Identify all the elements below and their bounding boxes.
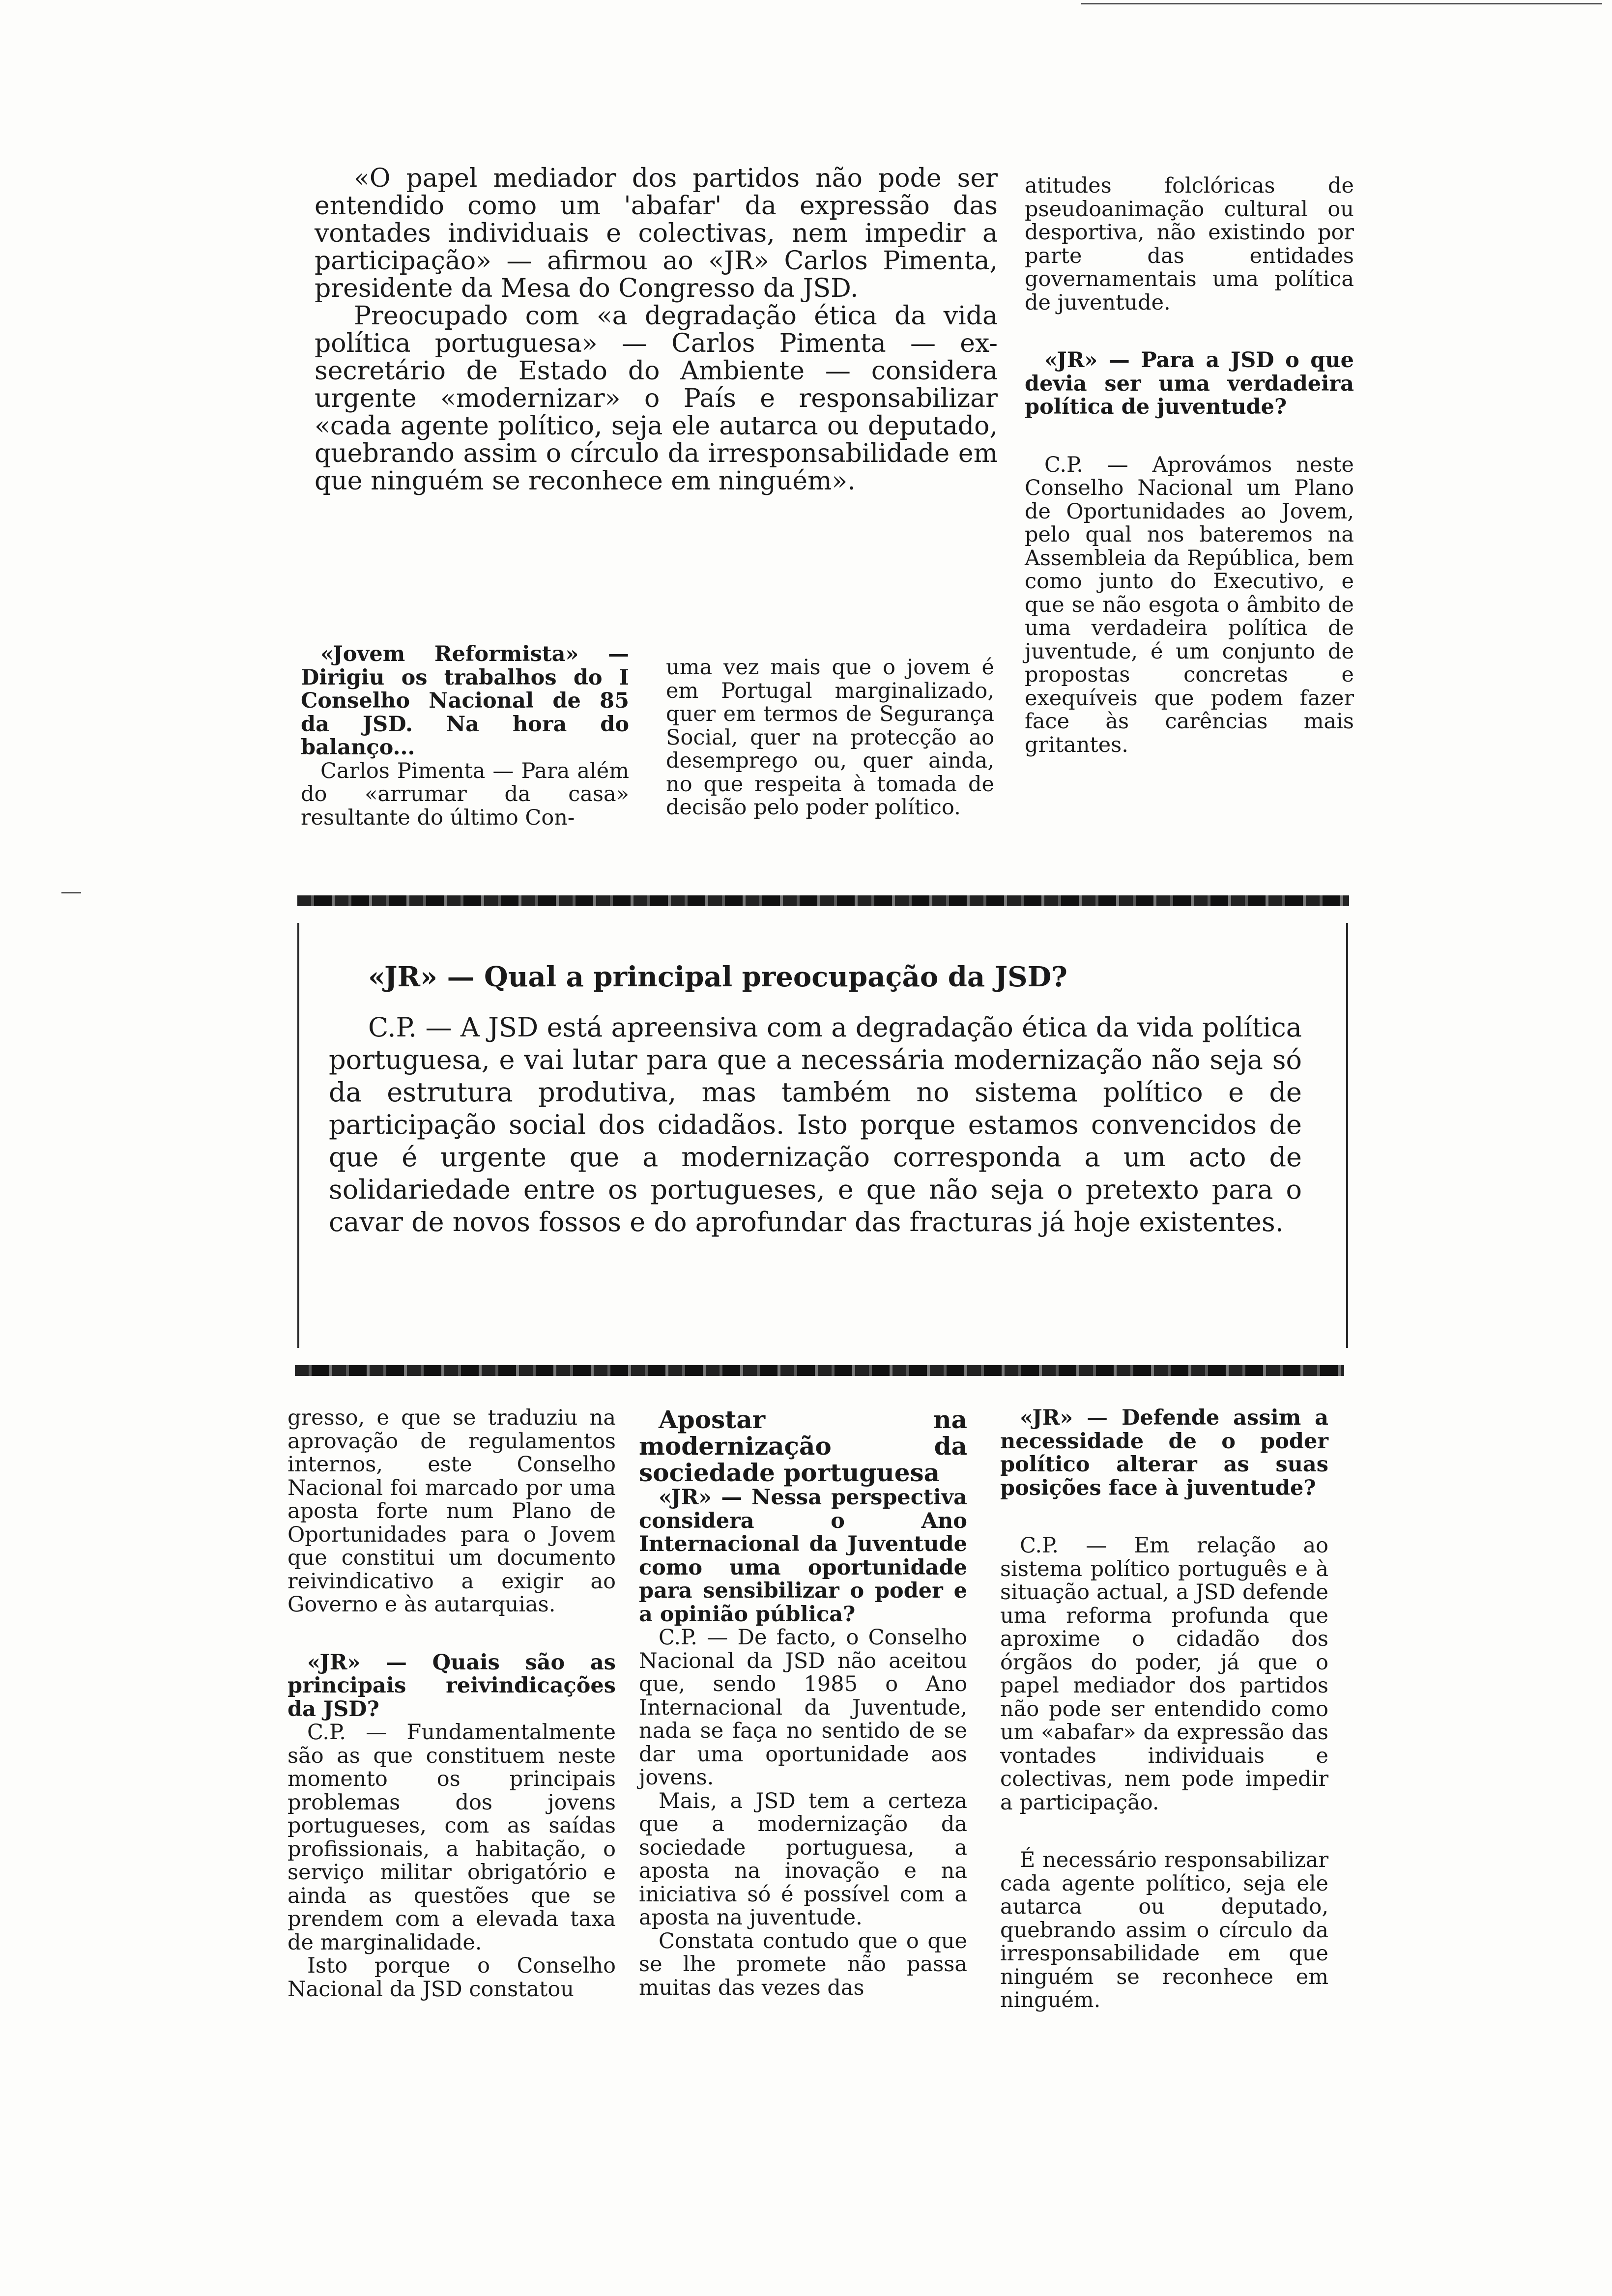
interview-question: «JR» — Defende assim a necessidade de o poder político alterar as suas posições face à juventude? bbox=[1000, 1406, 1328, 1500]
bottom-right-column bbox=[1000, 1406, 1328, 2012]
intro-paragraph-2: Preocupado com «a degradação ética da vida política portuguesa» — Carlos Pimenta — ex-secretário de Estado do Ambiente — considera urgente «modernizar» o País e responsabilizar «cada agente político, seja ele autarca ou deputado, quebrando assim o círculo da irresponsabilidade em que ninguém se reconhece em ninguém». bbox=[315, 301, 998, 496]
bottom-middle-column bbox=[639, 1406, 967, 2000]
interview-question: «JR» — Quais são as principais reivindicações da JSD? bbox=[288, 1650, 616, 1722]
interview-answer: C.P. — De facto, o Conselho Nacional da JSD não aceitou que, sendo 1985 o Ano Internacional da Juventude, nada se faça no sentido de se dar uma oportunidade aos jovens. bbox=[639, 1625, 967, 1790]
interview-question: «JR» — Para a JSD o que devia ser uma verdadeira política de juventude? bbox=[1025, 348, 1354, 419]
interview-answer-continued: Isto porque o Conselho Nacional da JSD constatou bbox=[288, 1953, 616, 2002]
interview-question: «JR» — Nessa perspectiva considera o Ano Internacional da Juventude como uma oportunidade para sensibilizar o poder e a opinião pública? bbox=[639, 1485, 967, 1627]
section-headline: Apostar na modernização da sociedade portuguesa bbox=[639, 1405, 967, 1487]
intro-paragraph-1: «O papel mediador dos partidos não pode ser entendido como um 'abafar' da expressão das vontades individuais e colectivas, nem impedir a participação» — afirmou ao «JR» Carlos Pimenta, presidente da Mesa do Congresso da JSD. bbox=[315, 164, 998, 303]
column-text: gresso, e que se traduziu na aprovação de regulamentos internos, este Conselho Nacional foi marcado por uma aposta forte num Plano de Oportunidades para o Jovem que constitui um documento reivindicativo a exigir ao Governo e às autarquias. bbox=[288, 1406, 616, 1617]
interview-answer: C.P. — Fundamentalmente são as que constituem neste momento os principais problemas dos jovens portugueses, com as saídas profissionais, a habitação, o serviço militar obrigatório e ainda as questões que se prendem com a elevada taxa de marginalidade. bbox=[288, 1720, 616, 1955]
interview-answer-continued: Mais, a JSD tem a certeza que a modernização da sociedade portuguesa, a aposta na inovação e na iniciativa só é possível com a aposta na juventude. bbox=[639, 1788, 967, 1930]
box-question: «JR» — Qual a principal preocupação da JSD? bbox=[368, 961, 1067, 993]
column-text: uma vez mais que o jovem é em Portugal marginalizado, quer em termos de Segurança Social, quer na protecção ao desemprego ou, quer ainda, no que respeita à tomada de decisão pelo poder político. bbox=[666, 655, 994, 820]
scan-edge-mark-top bbox=[1081, 3, 1602, 4]
interview-answer-continued: Constata contudo que o que se lhe promete não passa muitas das vezes das bbox=[639, 1928, 967, 2000]
scan-edge-mark-left bbox=[61, 892, 81, 893]
interview-question: «Jovem Reformista» — Dirigiu os trabalhos do I Conselho Nacional de 85 da JSD. Na hora do balanço... bbox=[301, 642, 629, 760]
top-middle-column bbox=[666, 656, 994, 820]
interview-answer-continued: É necessário responsabilizar cada agente político, seja ele autarca ou deputado, quebrando assim o círculo da irresponsabilidade em que ninguém se reconhece em ninguém. bbox=[1000, 1848, 1328, 2012]
intro-text bbox=[315, 165, 998, 495]
interview-answer: C.P. — Aprovámos neste Conselho Nacional um Plano de Oportunidades ao Jovem, pelo qual nos bateremos na Assembleia da República, bem como junto do Executivo, e que se não esgota o âmbito de uma verdadeira política de juventude, é um conjunto de propostas concretas e exequíveis que podem fazer face às carências mais gritantes. bbox=[1025, 452, 1354, 757]
interview-answer: Carlos Pimenta — Para além do «arrumar da casa» resultante do último Con- bbox=[301, 758, 629, 830]
highlight-box bbox=[297, 923, 1348, 1348]
top-left-column bbox=[301, 643, 629, 830]
interview-answer: C.P. — Em relação ao sistema político português e à situação actual, a JSD defende uma reforma profunda que aproxime o cidadão dos órgãos do poder, já que o papel mediador dos partidos não pode ser entendido como um «abafar» da expressão das vontades individuais e colectivas, nem pode impedir a participação. bbox=[1000, 1533, 1328, 1815]
top-decorative-rule bbox=[297, 895, 1349, 906]
box-answer: C.P. — A JSD está apreensiva com a degradação ética da vida política portuguesa, e vai lutar para que a necessária modernização não seja só da estrutura produtiva, mas também no sistema político e de participação social dos cidadãos. Isto porque estamos convencidos de que é urgente que a modernização corresponda a um acto de solidariedade entre os portugueses, e que não seja o pretexto para o cavar de novos fossos e do aprofundar das fracturas já hoje existentes. bbox=[329, 1012, 1302, 1237]
bottom-decorative-rule bbox=[295, 1365, 1344, 1376]
column-text: atitudes folclóricas de pseudoanimação cultural ou desportiva, não existindo por parte das entidades governamentais uma política de juventude. bbox=[1025, 173, 1354, 315]
top-right-column bbox=[1025, 174, 1354, 757]
bottom-left-column bbox=[288, 1406, 616, 2001]
